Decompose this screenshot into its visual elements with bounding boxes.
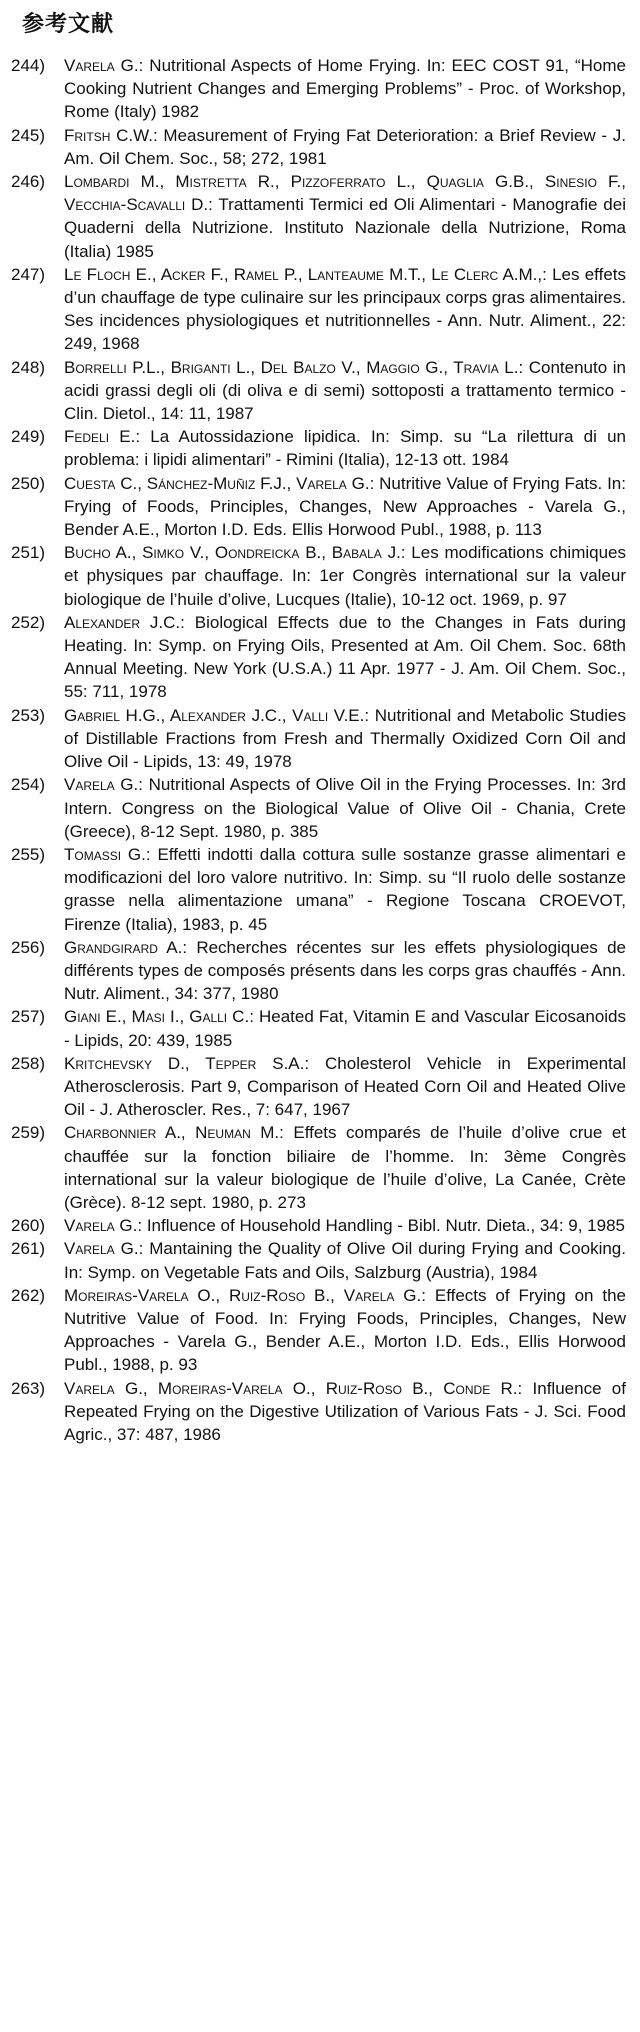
- reference-number: 254): [11, 775, 46, 795]
- reference-item: [0, 170, 640, 263]
- reference-text: [64, 704, 626, 774]
- reference-citation: : Effetti indotti dalla cottura sulle sostanze grasse alimentari e modificazioni del loro valore nutritivo. In: Simp. su “Il ruolo delle sostanze grasse nella alimentazione umana” - Regione Toscana CROEVOT, Firenze (Italia), 1983, p. 45: [64, 844, 626, 934]
- reference-citation: : Nutritive Value of Frying Fats. In: Frying of Foods, Principles, Changes, New Approaches - Varela G., Bender A.E., Morton I.D. Eds. Ellis Horwood Publ., 1988, p. 113: [64, 473, 626, 540]
- reference-citation: : Les effets d’un chauffage de type culinaire sur les principaux corps gras alimentaires. Ses incidences physiologiques et nutritionnelles - Ann. Nutr. Aliment., 22: 249, 1968: [64, 264, 626, 354]
- reference-citation: : Mantaining the Quality of Olive Oil during Frying and Cooking. In: Symp. on Vegetable Fats and Oils, Salzburg (Austria), 1984: [64, 1239, 626, 1282]
- reference-number: 260): [11, 1216, 46, 1236]
- reference-item: [0, 356, 640, 426]
- reference-text: [64, 425, 626, 471]
- reference-authors: Giani E., Masi I., Galli C.: [64, 1007, 250, 1027]
- reference-item: [0, 541, 640, 611]
- reference-authors: Moreiras-Varela O., Ruiz-Roso B., Varela G.: [64, 1285, 422, 1305]
- reference-authors: Gabriel H.G., Alexander J.C., Valli V.E.: [64, 705, 365, 725]
- reference-item: [0, 1005, 640, 1051]
- reference-text: [64, 1121, 626, 1214]
- reference-number: 244): [11, 56, 46, 75]
- reference-text: [64, 1005, 626, 1051]
- reference-authors: Tomassi G.: [64, 844, 146, 864]
- reference-item: [0, 54, 640, 124]
- reference-citation: : Effects of Frying on the Nutritive Value of Food. In: Frying Foods, Principles, Changes, New Approaches - Varela G., Bender A.E., Morton I.D. Eds., Ellis Horwood Publ., 1988, p. 93: [64, 1285, 626, 1375]
- reference-text: [64, 472, 626, 542]
- reference-item: [0, 124, 640, 170]
- reference-text: [64, 1052, 626, 1122]
- reference-authors: Varela G.: [64, 56, 139, 75]
- reference-text: [64, 54, 626, 124]
- reference-item: [0, 1052, 640, 1122]
- reference-number: 259): [11, 1123, 46, 1143]
- reference-citation: : Recherches récentes sur les effets physiologiques de différents types de composés présents dans les corps gras chauffés - Ann. Nutr. Aliment., 34: 377, 1980: [64, 937, 626, 1004]
- reference-authors: Fritsh C.W.: [64, 125, 153, 145]
- reference-authors: Fedeli E.: [64, 427, 136, 447]
- reference-number: 249): [11, 427, 46, 447]
- reference-authors: Varela G.: [64, 1216, 138, 1236]
- reference-authors: Varela G.: [64, 1239, 139, 1259]
- reference-citation: : Measurement of Frying Fat Deterioration: a Brief Review - J. Am. Oil Chem. Soc., 58; 272, 1981: [64, 125, 626, 168]
- reference-text: [64, 124, 626, 170]
- reference-authors: Borrelli P.L., Briganti L., Del Balzo V., Maggio G., Travia L.: [64, 357, 519, 377]
- reference-number: 247): [11, 264, 46, 284]
- reference-number: 245): [11, 125, 46, 145]
- reference-citation: : Heated Fat, Vitamin E and Vascular Eicosanoids - Lipids, 20: 439, 1985: [64, 1007, 626, 1050]
- reference-item: [0, 611, 640, 704]
- reference-item: [0, 704, 640, 774]
- reference-authors: Kritchevsky D., Tepper S.A.: [64, 1053, 305, 1073]
- reference-citation: : La Autossidazione lipidica. In: Simp. su “La rilettura di un problema: i lipidi alimentari” - Rimini (Italia), 12-13 ott. 1984: [64, 427, 626, 470]
- reference-item: [0, 843, 640, 936]
- reference-number: 246): [11, 172, 46, 192]
- reference-text: [64, 843, 626, 936]
- reference-citation: : Nutritional and Metabolic Studies of Distillable Fractions from Fresh and Thermally Oxidized Corn Oil and Olive Oil - Lipids, 13: 49, 1978: [64, 705, 626, 772]
- reference-authors: Cuesta C., Sánchez-Muñiz F.J., Varela G.: [64, 473, 370, 493]
- reference-text: [64, 263, 626, 356]
- reference-item: [0, 425, 640, 471]
- reference-citation: : Influence of Repeated Frying on the Digestive Utilization of Various Fats - J. Sci. Food Agric., 37: 487, 1986: [64, 1378, 626, 1444]
- reference-citation: : Les modifications chimiques et physiques par chauffage. In: 1er Congrès international sur la valeur biologique de l’huile d’olive, Lucques (Italie), 10-12 oct. 1969, p. 97: [64, 543, 627, 609]
- reference-number: 248): [11, 357, 46, 377]
- reference-item: [0, 936, 640, 1006]
- reference-authors: Charbonnier A., Neuman M.: [64, 1123, 280, 1143]
- reference-text: [64, 541, 626, 611]
- reference-number: 262): [11, 1285, 46, 1305]
- reference-number: 257): [11, 1007, 46, 1027]
- reference-number: 250): [11, 473, 46, 493]
- reference-citation: : Trattamenti Termici ed Oli Alimentari - Manografie dei Quaderni della Nutrizione. Instituto Nazionale della Nutrizione, Roma (Italia) 1985: [64, 195, 626, 261]
- reference-item: [0, 263, 640, 356]
- reference-item: [0, 1284, 640, 1377]
- reference-number: 263): [11, 1378, 46, 1398]
- reference-number: 253): [11, 705, 46, 725]
- reference-item: [0, 1377, 640, 1447]
- reference-authors: Lombardi M., Mistretta R., Pizzoferrato L., Quaglia G.B., Sinesio F., Vecchia-Scavalli D.: [64, 172, 626, 215]
- reference-list: [0, 54, 640, 1446]
- reference-authors: Varela G., Moreiras-Varela O., Ruiz-Roso B., Conde R.: [64, 1378, 518, 1398]
- reference-item: [0, 472, 640, 542]
- reference-number: 256): [11, 937, 46, 957]
- reference-number: 258): [11, 1053, 46, 1073]
- reference-authors: Grandgirard A.: [64, 937, 183, 957]
- reference-item: [0, 1121, 640, 1214]
- reference-text: [64, 1284, 626, 1377]
- reference-citation: : Nutritional Aspects of Olive Oil in the Frying Processes. In: 3rd Intern. Congress on the Biological Value of Olive Oil - Chania, Crete (Greece), 8-12 Sept. 1980, p. 385: [64, 775, 626, 841]
- reference-item: [0, 1214, 640, 1237]
- reference-citation: : Effets comparés de l’huile d’olive crue et chauffée sur la fonction biliaire de l’homme. In: 3ème Congrès international sur la valeur biologique de l’huile d’olive, La Canée, Crète (Grèce). 8-12 sept. 1980, p. 273: [64, 1123, 626, 1212]
- reference-text: [64, 936, 626, 1006]
- reference-number: 255): [11, 844, 46, 864]
- reference-citation: : Contenuto in acidi grassi degli oli (di oliva e di semi) sottoposti a trattamento termico - Clin. Dietol., 14: 11, 1987: [64, 357, 626, 424]
- reference-citation: : Nutritional Aspects of Home Frying. In: EEC COST 91, “Home Cooking Nutrient Changes and Emerging Problems” - Proc. of Workshop, Rome (Italy) 1982: [64, 56, 626, 122]
- reference-authors: Bucho A., Simko V., Oondreicka B., Babala J.: [64, 543, 401, 563]
- reference-text: [64, 773, 626, 843]
- reference-citation: : Biological Effects due to the Changes in Fats during Heating. In: Symp. on Frying Oils, Presented at Am. Oil Chem. Soc. 68th Annual Meeting. New York (U.S.A.) 11 Apr. 1977 - J. Am. Oil Chem. Soc., 55: 711, 1978: [64, 612, 626, 702]
- reference-authors: Varela G.: [64, 775, 139, 795]
- reference-text: [64, 1237, 626, 1283]
- reference-number: 252): [11, 612, 46, 632]
- reference-authors: Alexander J.C.: [64, 612, 181, 632]
- reference-authors: Le Floch E., Acker F., Ramel P., Lanteaume M.T., Le Clerc A.M.,: [64, 264, 543, 284]
- reference-text: [64, 1377, 626, 1447]
- reference-text: [64, 170, 626, 263]
- reference-citation: : Cholesterol Vehicle in Experimental Atherosclerosis. Part 9, Comparison of Heated Corn Oil and Heated Olive Oil - J. Atheroscler. Res., 7: 647, 1967: [64, 1053, 626, 1120]
- reference-item: [0, 1237, 640, 1283]
- reference-citation: : Influence of Household Handling - Bibl. Nutr. Dieta., 34: 9, 1985: [137, 1216, 626, 1236]
- reference-text: [64, 356, 626, 426]
- reference-number: 251): [11, 543, 46, 563]
- reference-text: [64, 611, 626, 704]
- reference-item: [0, 773, 640, 843]
- reference-number: 261): [11, 1239, 46, 1259]
- page-heading: 参考文献: [22, 12, 115, 37]
- reference-text: [64, 1214, 626, 1237]
